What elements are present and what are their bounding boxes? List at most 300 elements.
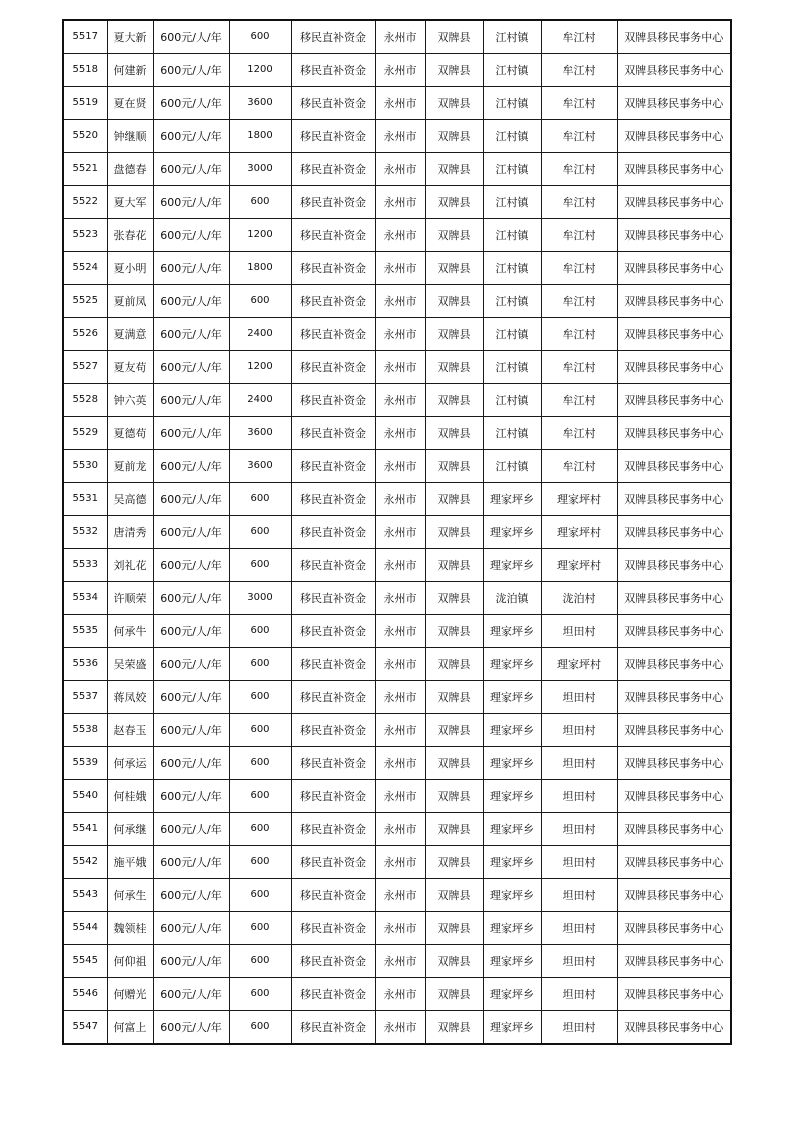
table-row	[63, 20, 731, 54]
table-row	[63, 549, 731, 582]
recipient-name-cell: 张春花	[107, 219, 153, 252]
township-cell: 江村镇	[483, 351, 541, 384]
recipient-name-cell: 夏大新	[107, 20, 153, 54]
table-row	[63, 780, 731, 813]
subsidy-standard-cell: 600元/人/年	[153, 714, 229, 747]
subsidy-standard-cell: 600元/人/年	[153, 681, 229, 714]
subsidy-standard-cell: 600元/人/年	[153, 648, 229, 681]
row-number-cell: 5543	[63, 879, 107, 912]
row-number-cell: 5546	[63, 978, 107, 1011]
table-row	[63, 582, 731, 615]
row-number-cell: 5528	[63, 384, 107, 417]
county-cell: 双牌县	[425, 54, 483, 87]
recipient-name-cell: 刘礼花	[107, 549, 153, 582]
issuing-agency-cell: 双牌县移民事务中心	[617, 714, 731, 747]
recipient-name-cell: 何仰祖	[107, 945, 153, 978]
fund-type-cell: 移民直补资金	[291, 120, 375, 153]
amount-cell: 600	[229, 1011, 291, 1045]
amount-cell: 1200	[229, 219, 291, 252]
table-row	[63, 846, 731, 879]
table-row	[63, 978, 731, 1011]
fund-type-cell: 移民直补资金	[291, 153, 375, 186]
township-cell: 理家坪乡	[483, 879, 541, 912]
city-cell: 永州市	[375, 747, 425, 780]
city-cell: 永州市	[375, 615, 425, 648]
county-cell: 双牌县	[425, 417, 483, 450]
subsidy-standard-cell: 600元/人/年	[153, 450, 229, 483]
issuing-agency-cell: 双牌县移民事务中心	[617, 978, 731, 1011]
city-cell: 永州市	[375, 351, 425, 384]
issuing-agency-cell: 双牌县移民事务中心	[617, 912, 731, 945]
issuing-agency-cell: 双牌县移民事务中心	[617, 945, 731, 978]
subsidy-standard-cell: 600元/人/年	[153, 483, 229, 516]
village-cell: 坦田村	[541, 846, 617, 879]
city-cell: 永州市	[375, 54, 425, 87]
issuing-agency-cell: 双牌县移民事务中心	[617, 285, 731, 318]
table-row	[63, 1011, 731, 1045]
township-cell: 江村镇	[483, 87, 541, 120]
issuing-agency-cell: 双牌县移民事务中心	[617, 20, 731, 54]
issuing-agency-cell: 双牌县移民事务中心	[617, 879, 731, 912]
issuing-agency-cell: 双牌县移民事务中心	[617, 186, 731, 219]
amount-cell: 600	[229, 945, 291, 978]
issuing-agency-cell: 双牌县移民事务中心	[617, 450, 731, 483]
row-number-cell: 5530	[63, 450, 107, 483]
fund-type-cell: 移民直补资金	[291, 1011, 375, 1045]
fund-type-cell: 移民直补资金	[291, 186, 375, 219]
recipient-name-cell: 何承牛	[107, 615, 153, 648]
recipient-name-cell: 蒋凤姣	[107, 681, 153, 714]
table-row	[63, 87, 731, 120]
table-row	[63, 714, 731, 747]
township-cell: 理家坪乡	[483, 483, 541, 516]
city-cell: 永州市	[375, 978, 425, 1011]
table-row	[63, 351, 731, 384]
amount-cell: 600	[229, 20, 291, 54]
issuing-agency-cell: 双牌县移民事务中心	[617, 483, 731, 516]
county-cell: 双牌县	[425, 120, 483, 153]
city-cell: 永州市	[375, 20, 425, 54]
row-number-cell: 5532	[63, 516, 107, 549]
row-number-cell: 5541	[63, 813, 107, 846]
row-number-cell: 5517	[63, 20, 107, 54]
recipient-name-cell: 夏小明	[107, 252, 153, 285]
subsidy-standard-cell: 600元/人/年	[153, 978, 229, 1011]
city-cell: 永州市	[375, 186, 425, 219]
row-number-cell: 5544	[63, 912, 107, 945]
fund-type-cell: 移民直补资金	[291, 417, 375, 450]
township-cell: 江村镇	[483, 417, 541, 450]
county-cell: 双牌县	[425, 450, 483, 483]
county-cell: 双牌县	[425, 252, 483, 285]
amount-cell: 600	[229, 186, 291, 219]
city-cell: 永州市	[375, 780, 425, 813]
township-cell: 理家坪乡	[483, 978, 541, 1011]
table-row	[63, 219, 731, 252]
subsidy-standard-cell: 600元/人/年	[153, 20, 229, 54]
subsidy-standard-cell: 600元/人/年	[153, 219, 229, 252]
village-cell: 坦田村	[541, 912, 617, 945]
recipient-name-cell: 何赠光	[107, 978, 153, 1011]
row-number-cell: 5547	[63, 1011, 107, 1045]
fund-type-cell: 移民直补资金	[291, 615, 375, 648]
fund-type-cell: 移民直补资金	[291, 813, 375, 846]
recipient-name-cell: 施平娥	[107, 846, 153, 879]
amount-cell: 600	[229, 879, 291, 912]
amount-cell: 1800	[229, 252, 291, 285]
village-cell: 坦田村	[541, 1011, 617, 1045]
amount-cell: 600	[229, 813, 291, 846]
amount-cell: 600	[229, 747, 291, 780]
table-row	[63, 120, 731, 153]
fund-type-cell: 移民直补资金	[291, 549, 375, 582]
fund-type-cell: 移民直补资金	[291, 351, 375, 384]
city-cell: 永州市	[375, 1011, 425, 1045]
county-cell: 双牌县	[425, 351, 483, 384]
row-number-cell: 5535	[63, 615, 107, 648]
recipient-name-cell: 钟六英	[107, 384, 153, 417]
amount-cell: 1200	[229, 351, 291, 384]
amount-cell: 600	[229, 978, 291, 1011]
issuing-agency-cell: 双牌县移民事务中心	[617, 549, 731, 582]
county-cell: 双牌县	[425, 186, 483, 219]
city-cell: 永州市	[375, 648, 425, 681]
fund-type-cell: 移民直补资金	[291, 714, 375, 747]
village-cell: 牟江村	[541, 285, 617, 318]
document-page	[62, 19, 730, 1045]
city-cell: 永州市	[375, 681, 425, 714]
recipient-name-cell: 魏领桂	[107, 912, 153, 945]
row-number-cell: 5525	[63, 285, 107, 318]
village-cell: 牟江村	[541, 384, 617, 417]
subsidy-standard-cell: 600元/人/年	[153, 318, 229, 351]
county-cell: 双牌县	[425, 516, 483, 549]
subsidy-standard-cell: 600元/人/年	[153, 351, 229, 384]
amount-cell: 600	[229, 648, 291, 681]
issuing-agency-cell: 双牌县移民事务中心	[617, 120, 731, 153]
table-row	[63, 153, 731, 186]
township-cell: 江村镇	[483, 285, 541, 318]
city-cell: 永州市	[375, 384, 425, 417]
amount-cell: 600	[229, 615, 291, 648]
fund-type-cell: 移民直补资金	[291, 252, 375, 285]
row-number-cell: 5537	[63, 681, 107, 714]
county-cell: 双牌县	[425, 945, 483, 978]
village-cell: 牟江村	[541, 351, 617, 384]
fund-type-cell: 移民直补资金	[291, 945, 375, 978]
city-cell: 永州市	[375, 549, 425, 582]
fund-type-cell: 移民直补资金	[291, 219, 375, 252]
amount-cell: 600	[229, 846, 291, 879]
recipient-name-cell: 夏德苟	[107, 417, 153, 450]
subsidy-standard-cell: 600元/人/年	[153, 846, 229, 879]
village-cell: 坦田村	[541, 879, 617, 912]
recipient-name-cell: 钟继顺	[107, 120, 153, 153]
recipient-name-cell: 吴荣盛	[107, 648, 153, 681]
issuing-agency-cell: 双牌县移民事务中心	[617, 54, 731, 87]
city-cell: 永州市	[375, 318, 425, 351]
city-cell: 永州市	[375, 516, 425, 549]
city-cell: 永州市	[375, 450, 425, 483]
issuing-agency-cell: 双牌县移民事务中心	[617, 153, 731, 186]
county-cell: 双牌县	[425, 648, 483, 681]
row-number-cell: 5531	[63, 483, 107, 516]
subsidy-standard-cell: 600元/人/年	[153, 186, 229, 219]
fund-type-cell: 移民直补资金	[291, 648, 375, 681]
recipient-name-cell: 夏友苟	[107, 351, 153, 384]
row-number-cell: 5538	[63, 714, 107, 747]
township-cell: 理家坪乡	[483, 912, 541, 945]
county-cell: 双牌县	[425, 879, 483, 912]
city-cell: 永州市	[375, 219, 425, 252]
township-cell: 江村镇	[483, 219, 541, 252]
city-cell: 永州市	[375, 483, 425, 516]
amount-cell: 2400	[229, 318, 291, 351]
city-cell: 永州市	[375, 582, 425, 615]
issuing-agency-cell: 双牌县移民事务中心	[617, 747, 731, 780]
village-cell: 牟江村	[541, 450, 617, 483]
fund-type-cell: 移民直补资金	[291, 747, 375, 780]
fund-type-cell: 移民直补资金	[291, 450, 375, 483]
table-row	[63, 648, 731, 681]
city-cell: 永州市	[375, 945, 425, 978]
fund-type-cell: 移民直补资金	[291, 483, 375, 516]
subsidy-standard-cell: 600元/人/年	[153, 54, 229, 87]
fund-type-cell: 移民直补资金	[291, 54, 375, 87]
row-number-cell: 5542	[63, 846, 107, 879]
subsidy-standard-cell: 600元/人/年	[153, 549, 229, 582]
subsidy-standard-cell: 600元/人/年	[153, 945, 229, 978]
village-cell: 理家坪村	[541, 516, 617, 549]
issuing-agency-cell: 双牌县移民事务中心	[617, 87, 731, 120]
township-cell: 江村镇	[483, 252, 541, 285]
village-cell: 牟江村	[541, 87, 617, 120]
subsidy-standard-cell: 600元/人/年	[153, 516, 229, 549]
township-cell: 理家坪乡	[483, 714, 541, 747]
row-number-cell: 5539	[63, 747, 107, 780]
county-cell: 双牌县	[425, 780, 483, 813]
row-number-cell: 5533	[63, 549, 107, 582]
table-row	[63, 615, 731, 648]
issuing-agency-cell: 双牌县移民事务中心	[617, 318, 731, 351]
row-number-cell: 5545	[63, 945, 107, 978]
fund-type-cell: 移民直补资金	[291, 20, 375, 54]
village-cell: 坦田村	[541, 714, 617, 747]
fund-type-cell: 移民直补资金	[291, 846, 375, 879]
recipient-name-cell: 何桂娥	[107, 780, 153, 813]
village-cell: 牟江村	[541, 417, 617, 450]
subsidy-standard-cell: 600元/人/年	[153, 87, 229, 120]
subsidy-standard-cell: 600元/人/年	[153, 615, 229, 648]
city-cell: 永州市	[375, 879, 425, 912]
amount-cell: 600	[229, 912, 291, 945]
township-cell: 理家坪乡	[483, 780, 541, 813]
subsidy-standard-cell: 600元/人/年	[153, 120, 229, 153]
subsidy-standard-cell: 600元/人/年	[153, 879, 229, 912]
county-cell: 双牌县	[425, 483, 483, 516]
issuing-agency-cell: 双牌县移民事务中心	[617, 384, 731, 417]
county-cell: 双牌县	[425, 714, 483, 747]
table-row	[63, 450, 731, 483]
village-cell: 坦田村	[541, 615, 617, 648]
issuing-agency-cell: 双牌县移民事务中心	[617, 351, 731, 384]
recipient-name-cell: 赵春玉	[107, 714, 153, 747]
table-row	[63, 384, 731, 417]
row-number-cell: 5526	[63, 318, 107, 351]
subsidy-standard-cell: 600元/人/年	[153, 747, 229, 780]
table-row	[63, 54, 731, 87]
township-cell: 理家坪乡	[483, 516, 541, 549]
village-cell: 牟江村	[541, 186, 617, 219]
issuing-agency-cell: 双牌县移民事务中心	[617, 417, 731, 450]
county-cell: 双牌县	[425, 912, 483, 945]
village-cell: 牟江村	[541, 219, 617, 252]
village-cell: 坦田村	[541, 945, 617, 978]
recipient-name-cell: 唐清秀	[107, 516, 153, 549]
county-cell: 双牌县	[425, 20, 483, 54]
issuing-agency-cell: 双牌县移民事务中心	[617, 681, 731, 714]
row-number-cell: 5527	[63, 351, 107, 384]
issuing-agency-cell: 双牌县移民事务中心	[617, 516, 731, 549]
county-cell: 双牌县	[425, 318, 483, 351]
table-row	[63, 747, 731, 780]
subsidy-standard-cell: 600元/人/年	[153, 1011, 229, 1045]
county-cell: 双牌县	[425, 219, 483, 252]
village-cell: 坦田村	[541, 747, 617, 780]
amount-cell: 1200	[229, 54, 291, 87]
row-number-cell: 5518	[63, 54, 107, 87]
amount-cell: 600	[229, 285, 291, 318]
township-cell: 江村镇	[483, 120, 541, 153]
amount-cell: 3000	[229, 582, 291, 615]
city-cell: 永州市	[375, 846, 425, 879]
fund-type-cell: 移民直补资金	[291, 318, 375, 351]
row-number-cell: 5524	[63, 252, 107, 285]
issuing-agency-cell: 双牌县移民事务中心	[617, 582, 731, 615]
table-row	[63, 945, 731, 978]
village-cell: 坦田村	[541, 681, 617, 714]
fund-type-cell: 移民直补资金	[291, 582, 375, 615]
city-cell: 永州市	[375, 813, 425, 846]
village-cell: 牟江村	[541, 120, 617, 153]
subsidy-table	[62, 19, 732, 1045]
township-cell: 理家坪乡	[483, 681, 541, 714]
village-cell: 坦田村	[541, 978, 617, 1011]
row-number-cell: 5519	[63, 87, 107, 120]
recipient-name-cell: 何富上	[107, 1011, 153, 1045]
table-row	[63, 252, 731, 285]
city-cell: 永州市	[375, 252, 425, 285]
township-cell: 江村镇	[483, 384, 541, 417]
amount-cell: 600	[229, 483, 291, 516]
table-row	[63, 186, 731, 219]
township-cell: 江村镇	[483, 54, 541, 87]
recipient-name-cell: 何建新	[107, 54, 153, 87]
issuing-agency-cell: 双牌县移民事务中心	[617, 846, 731, 879]
table-row	[63, 879, 731, 912]
subsidy-standard-cell: 600元/人/年	[153, 153, 229, 186]
subsidy-standard-cell: 600元/人/年	[153, 252, 229, 285]
amount-cell: 600	[229, 681, 291, 714]
table-row	[63, 681, 731, 714]
recipient-name-cell: 盘德春	[107, 153, 153, 186]
county-cell: 双牌县	[425, 846, 483, 879]
village-cell: 理家坪村	[541, 483, 617, 516]
county-cell: 双牌县	[425, 681, 483, 714]
township-cell: 江村镇	[483, 318, 541, 351]
fund-type-cell: 移民直补资金	[291, 384, 375, 417]
recipient-name-cell: 夏前龙	[107, 450, 153, 483]
fund-type-cell: 移民直补资金	[291, 285, 375, 318]
city-cell: 永州市	[375, 714, 425, 747]
recipient-name-cell: 何承生	[107, 879, 153, 912]
county-cell: 双牌县	[425, 813, 483, 846]
city-cell: 永州市	[375, 912, 425, 945]
township-cell: 理家坪乡	[483, 1011, 541, 1045]
fund-type-cell: 移民直补资金	[291, 978, 375, 1011]
recipient-name-cell: 何承继	[107, 813, 153, 846]
row-number-cell: 5521	[63, 153, 107, 186]
table-row	[63, 318, 731, 351]
township-cell: 江村镇	[483, 186, 541, 219]
county-cell: 双牌县	[425, 1011, 483, 1045]
amount-cell: 2400	[229, 384, 291, 417]
table-row	[63, 417, 731, 450]
row-number-cell: 5529	[63, 417, 107, 450]
amount-cell: 3600	[229, 417, 291, 450]
amount-cell: 600	[229, 714, 291, 747]
township-cell: 理家坪乡	[483, 648, 541, 681]
table-body	[63, 20, 731, 1044]
recipient-name-cell: 吴高德	[107, 483, 153, 516]
fund-type-cell: 移民直补资金	[291, 912, 375, 945]
row-number-cell: 5523	[63, 219, 107, 252]
recipient-name-cell: 许顺荣	[107, 582, 153, 615]
subsidy-standard-cell: 600元/人/年	[153, 582, 229, 615]
county-cell: 双牌县	[425, 615, 483, 648]
township-cell: 理家坪乡	[483, 549, 541, 582]
fund-type-cell: 移民直补资金	[291, 516, 375, 549]
township-cell: 泷泊镇	[483, 582, 541, 615]
issuing-agency-cell: 双牌县移民事务中心	[617, 219, 731, 252]
township-cell: 江村镇	[483, 153, 541, 186]
row-number-cell: 5534	[63, 582, 107, 615]
township-cell: 理家坪乡	[483, 615, 541, 648]
township-cell: 理家坪乡	[483, 846, 541, 879]
issuing-agency-cell: 双牌县移民事务中心	[617, 780, 731, 813]
row-number-cell: 5522	[63, 186, 107, 219]
fund-type-cell: 移民直补资金	[291, 780, 375, 813]
city-cell: 永州市	[375, 87, 425, 120]
township-cell: 江村镇	[483, 450, 541, 483]
village-cell: 坦田村	[541, 780, 617, 813]
village-cell: 理家坪村	[541, 549, 617, 582]
county-cell: 双牌县	[425, 87, 483, 120]
table-row	[63, 813, 731, 846]
amount-cell: 3000	[229, 153, 291, 186]
issuing-agency-cell: 双牌县移民事务中心	[617, 252, 731, 285]
township-cell: 理家坪乡	[483, 813, 541, 846]
county-cell: 双牌县	[425, 384, 483, 417]
amount-cell: 3600	[229, 87, 291, 120]
fund-type-cell: 移民直补资金	[291, 879, 375, 912]
village-cell: 牟江村	[541, 153, 617, 186]
recipient-name-cell: 夏在贤	[107, 87, 153, 120]
amount-cell: 600	[229, 516, 291, 549]
row-number-cell: 5540	[63, 780, 107, 813]
fund-type-cell: 移民直补资金	[291, 87, 375, 120]
recipient-name-cell: 何承运	[107, 747, 153, 780]
